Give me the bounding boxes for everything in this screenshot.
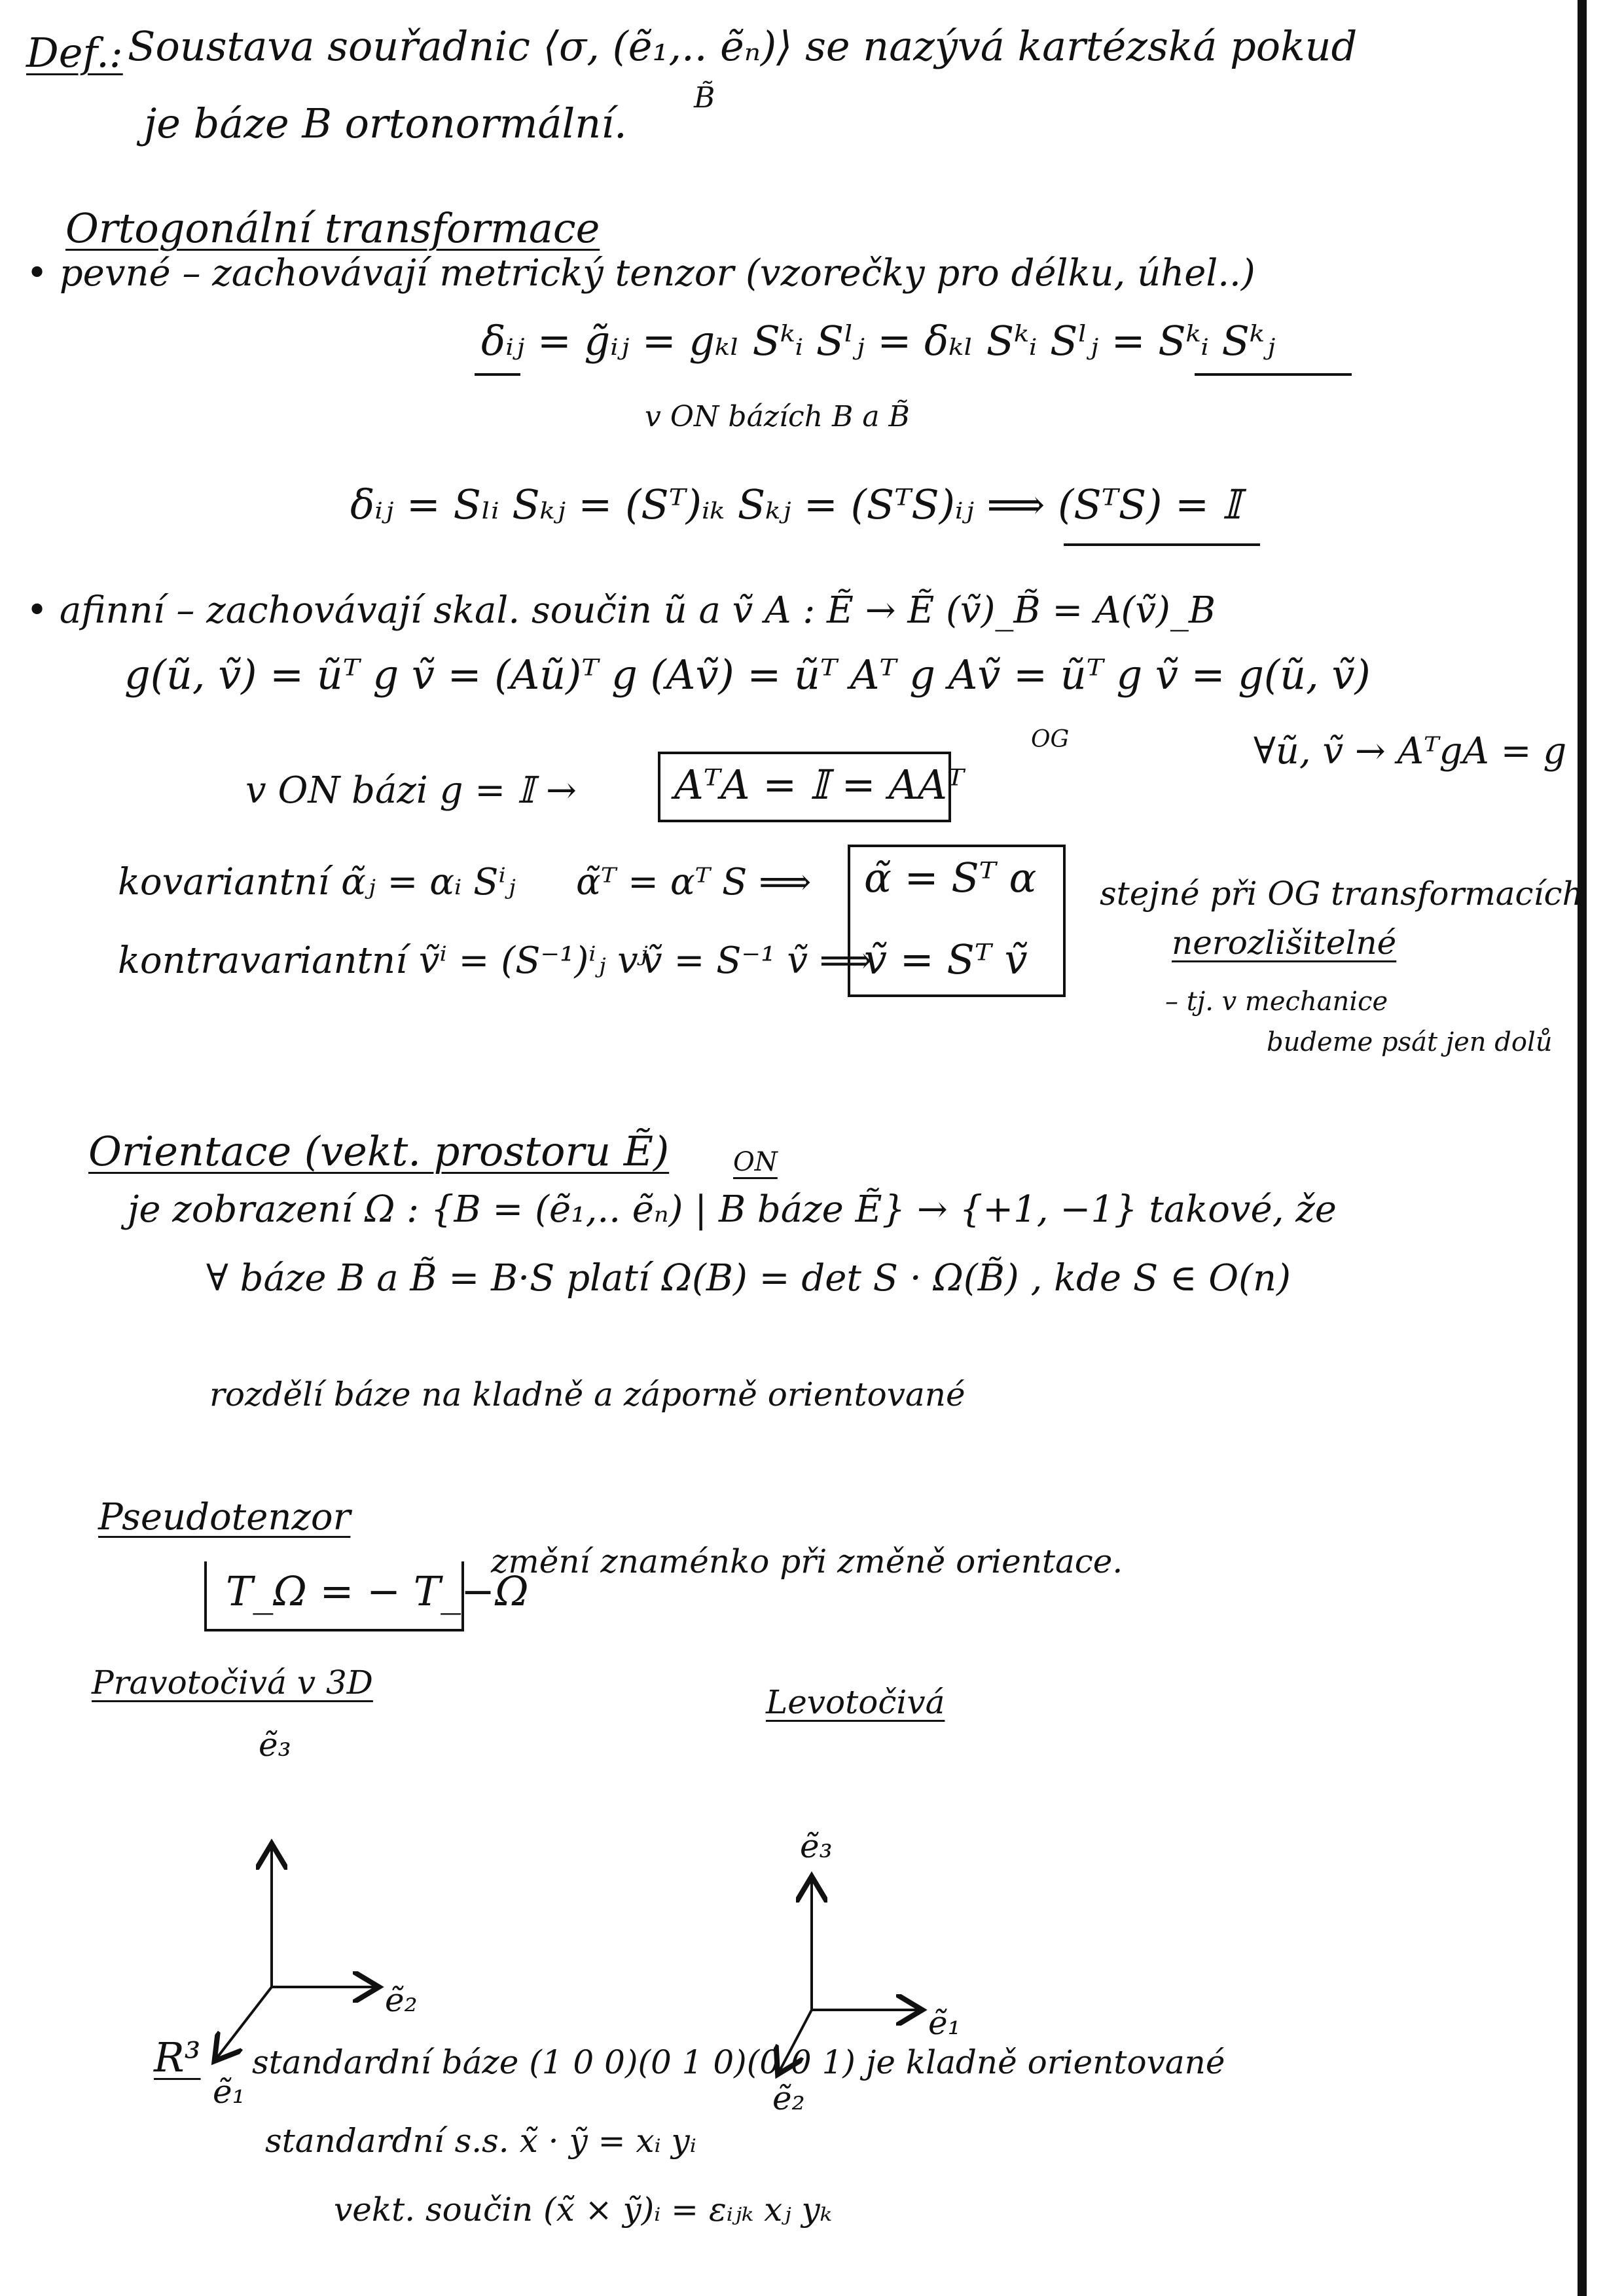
on-base-label: v ON bázi g = 𝕀 → [245, 769, 577, 812]
covariant-label: kovariantní α̃ⱼ = αᵢ Sⁱⱼ [118, 861, 516, 903]
right-handed-axes [216, 1846, 376, 2059]
same-under-og-note: stejné při OG transformacích [1100, 875, 1583, 913]
rigid-transform-line: • pevné – zachovávají metrický tenzor (vzorečky pro délku, úhel..) [26, 252, 1255, 295]
mechanics-note-1: – tj. v mechanice [1165, 987, 1388, 1017]
left-handed-heading: Levotočivá [766, 1683, 945, 1721]
indistinguishable-note: nerozlišitelné [1172, 924, 1397, 962]
covariant-result: α̃ = Sᵀ α [864, 854, 1037, 902]
contravariant-middle: ṽ = S⁻¹ ṽ ⟹ [641, 939, 873, 982]
sts-equation: δᵢⱼ = Sₗᵢ Sₖⱼ = (Sᵀ)ᵢₖ Sₖⱼ = (SᵀS)ᵢⱼ ⟹ (SᵀS) = 𝕀 [350, 481, 1241, 528]
orientation-line-2: ∀ báze B a B̃ = B·S platí Ω(B) = det S · Ω(B̃) , kde S ∈ O(n) [206, 1257, 1291, 1300]
contravariant-label: kontravariantní ṽⁱ = (S⁻¹)ⁱⱼ vʲ [118, 939, 648, 982]
right-handed-heading: Pravotočivá v 3D [92, 1664, 373, 1702]
mechanics-note-2: budeme psát jen dolů [1267, 1027, 1553, 1057]
standard-dot-product: standardní s.s. x̃ · ỹ = xᵢ yᵢ [265, 2122, 696, 2160]
affine-line: • afinní – zachovávají skal. součin ũ a ṽ A : Ẽ → Ẽ (ṽ)_B̃ = A(ṽ)_B [26, 589, 1216, 632]
r3-standard-base-line: standardní báze (1 0 0)(0 1 0)(0 0 1) je kladně orientované [252, 2043, 1225, 2081]
delta-metric-equation: δᵢⱼ = g̃ᵢⱼ = gₖₗ Sᵏᵢ Sˡⱼ = δₖₗ Sᵏᵢ Sˡⱼ = Sᵏᵢ Sᵏⱼ [481, 317, 1275, 365]
metric-chain-equation: g(ũ, ṽ) = ũᵀ g ṽ = (Aũ)ᵀ g (Aṽ) = ũᵀ Aᵀ g Aṽ = ũᵀ g ṽ = g(ũ, ṽ) [124, 651, 1371, 699]
definition-base-tilde: B̃ [694, 81, 715, 115]
left-e1-label: ẽ₁ [928, 2004, 961, 2042]
orientation-heading: Orientace (vekt. prostoru Ẽ) [88, 1127, 670, 1175]
right-e3-label: ẽ₃ [259, 1726, 291, 1764]
orthogonal-heading: Ortogonální transformace [65, 204, 600, 252]
left-e2-label: ẽ₂ [772, 2079, 805, 2117]
contravariant-result: ṽ = Sᵀ ṽ [864, 936, 1028, 983]
vector-cross-product: vekt. součin (x̃ × ỹ)ᵢ = εᵢⱼₖ xⱼ yₖ [334, 2191, 832, 2229]
pseudotensor-heading: Pseudotenzor [98, 1496, 351, 1539]
ata-equation: AᵀA = 𝕀 = AAᵀ [674, 761, 964, 809]
definition-line-1: Soustava souřadnic ⟨σ, (ẽ₁,.. ẽₙ)⟩ se nazývá kartézská pokud [128, 22, 1358, 70]
right-e2-label: ẽ₂ [385, 1981, 418, 2019]
left-e3-label: ẽ₃ [800, 1827, 833, 1865]
orientation-line-3: rozdělí báze na kladně a záporně orientované [209, 1376, 965, 1413]
orientation-line-1: je zobrazení Ω : {B = (ẽ₁,.. ẽₙ) | B báze Ẽ} → {+1, −1} takové, že [128, 1188, 1337, 1231]
on-bases-note: v ON bázích B a B̃ [645, 400, 910, 433]
forall-metric-equation: ∀ũ, ṽ → AᵀgA = g [1254, 730, 1567, 773]
definition-line-2: je báze B ortonormální. [144, 100, 627, 147]
on-mark: ON [733, 1147, 778, 1177]
r3-label: R³ [154, 2033, 201, 2081]
right-e1-label: ẽ₁ [213, 2073, 245, 2111]
pseudotensor-equation: T_Ω = − T_−Ω [226, 1567, 529, 1615]
og-mark: OG [1031, 726, 1070, 753]
pseudotensor-note: změní znaménko při změně orientace. [491, 1542, 1123, 1580]
definition-label: Def.: [26, 29, 123, 77]
covariant-middle: α̃ᵀ = αᵀ S ⟹ [576, 861, 812, 903]
